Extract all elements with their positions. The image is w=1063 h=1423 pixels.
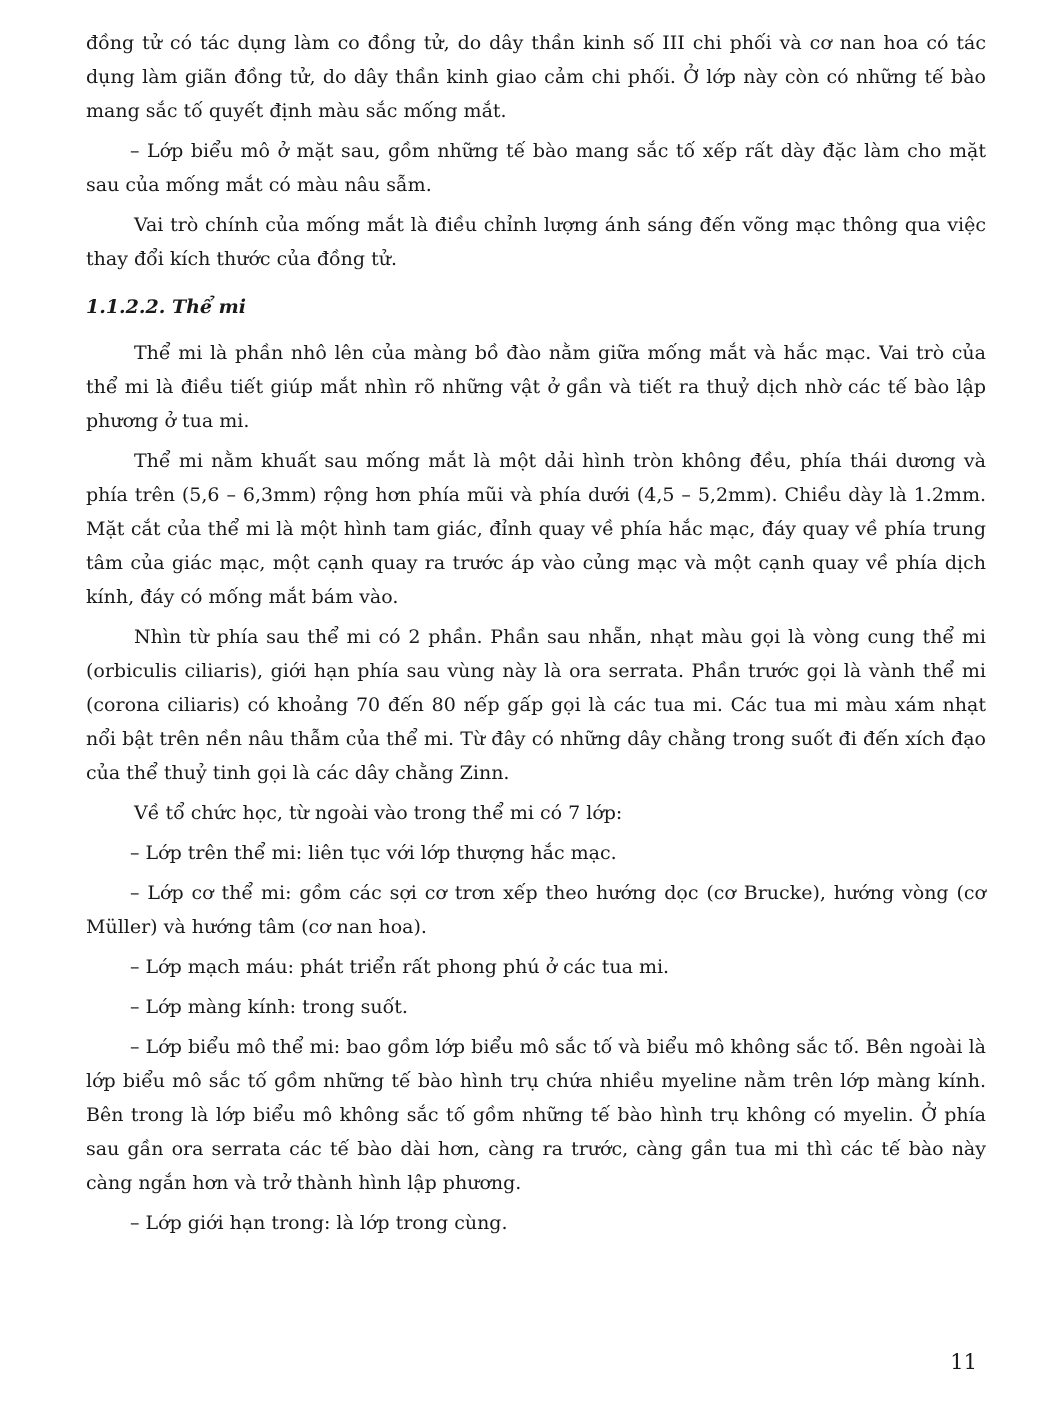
paragraph-iris-role: Vai trò chính của mống mắt là điều chỉnh lượng ánh sáng đến võng mạc thông qua việc thay đổi kích thước của đồng tử. bbox=[86, 214, 986, 270]
paragraph-iris-muscles: đồng tử có tác dụng làm co đồng tử, do dây thần kinh số III chi phối và cơ nan hoa có tác dụng làm giãn đồng tử, do dây thần kinh giao cảm chi phối. Ở lớp này còn có những tế bào mang sắc tố quyết định màu sắc mống mắt. bbox=[86, 32, 986, 122]
page-number: 11 bbox=[950, 1350, 977, 1374]
list-item: – Lớp màng kính: trong suốt. bbox=[130, 996, 408, 1018]
list-item: – Lớp giới hạn trong: là lớp trong cùng. bbox=[130, 1212, 508, 1234]
paragraph-histology-intro: Về tổ chức học, từ ngoài vào trong thể mi có 7 lớp: bbox=[134, 802, 623, 824]
list-item: – Lớp biểu mô thể mi: bao gồm lớp biểu mô sắc tố và biểu mô không sắc tố. Bên ngoài là lớp biểu mô sắc tố gồm những tế bào hình trụ chứa nhiều myeline nằm trên lớp màng kính. Bên trong là lớp biểu mô không sắc tố gồm những tế bào hình trụ không có myelin. Ở phía sau gần ora serrata các tế bào dài hơn, càng ra trước, càng gần tua mi thì các tế bào này càng ngắn hơn và trở thành hình lập phương. bbox=[86, 1036, 986, 1194]
paragraph-epithelium-layer: – Lớp biểu mô ở mặt sau, gồm những tế bào mang sắc tố xếp rất dày đặc làm cho mặt sau của mống mắt có màu nâu sẫm. bbox=[86, 140, 986, 196]
list-item: – Lớp cơ thể mi: gồm các sợi cơ trơn xếp theo hướng dọc (cơ Brucke), hướng vòng (cơ Müller) và hướng tâm (cơ nan hoa). bbox=[86, 882, 986, 938]
paragraph-ciliary-shape: Thể mi nằm khuất sau mống mắt là một dải hình tròn không đều, phía thái dương và phía trên (5,6 – 6,3mm) rộng hơn phía mũi và phía dưới (4,5 – 5,2mm). Chiều dày là 1.2mm. Mặt cắt của thể mi là một hình tam giác, đỉnh quay về phía hắc mạc, đáy quay về phía trung tâm của giác mạc, một cạnh quay ra trước áp vào củng mạc và một cạnh quay về phía dịch kính, đáy có mống mắt bám vào. bbox=[86, 450, 986, 608]
paragraph-ciliary-parts: Nhìn từ phía sau thể mi có 2 phần. Phần sau nhẵn, nhạt màu gọi là vòng cung thể mi (orbiculis ciliaris), giới hạn phía sau vùng này là ora serrata. Phần trước gọi là vành thể mi (corona ciliaris) có khoảng 70 đến 80 nếp gấp gọi là các tua mi. Các tua mi màu xám nhạt nổi bật trên nền nâu thẫm của thể mi. Từ đây có những dây chằng trong suốt đi đến xích đạo của thể thuỷ tinh gọi là các dây chằng Zinn. bbox=[86, 626, 986, 784]
page-body bbox=[86, 26, 986, 1246]
paragraph-ciliary-intro: Thể mi là phần nhô lên của màng bồ đào nằm giữa mống mắt và hắc mạc. Vai trò của thể mi là điều tiết giúp mắt nhìn rõ những vật ở gần và tiết ra thuỷ dịch nhờ các tế bào lập phương ở tua mi. bbox=[86, 342, 986, 432]
list-item: – Lớp trên thể mi: liên tục với lớp thượng hắc mạc. bbox=[130, 842, 617, 864]
section-heading: 1.1.2.2. Thể mi bbox=[86, 296, 246, 318]
list-item: – Lớp mạch máu: phát triển rất phong phú ở các tua mi. bbox=[130, 956, 670, 978]
